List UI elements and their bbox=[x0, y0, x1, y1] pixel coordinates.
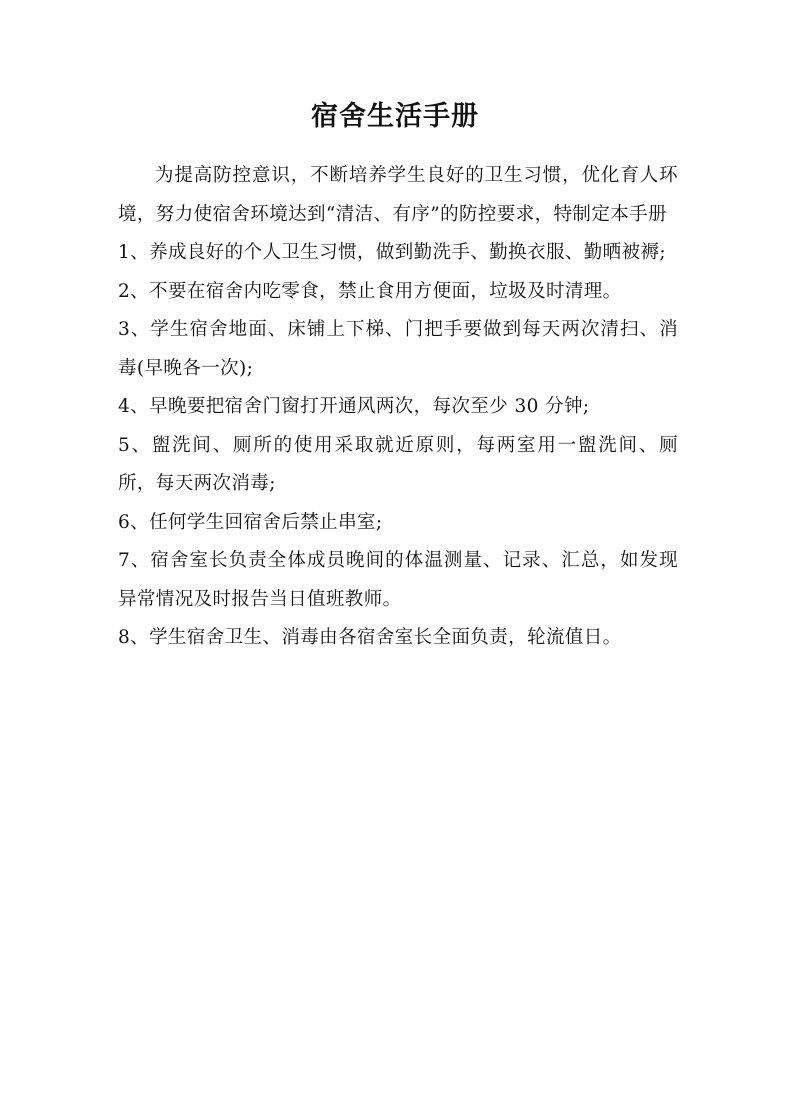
rule-item-3: 3、学生宿舍地面、床铺上下梯、门把手要做到每天两次清扫、消毒(早晚各一次); bbox=[118, 319, 678, 379]
intro-paragraph: 为提高防控意识，不断培养学生良好的卫生习惯，优化育人环境，努力使宿舍环境达到“清洁、有序”的防控要求，特制定本手册 bbox=[118, 165, 678, 225]
rule-item-8: 8、学生宿舍卫生、消毒由各宿舍室长全面负责，轮流值日。 bbox=[118, 627, 622, 648]
rule-item-7: 7、宿舍室长负责全体成员晚间的体温测量、记录、汇总，如发现异常情况及时报告当日值班教师。 bbox=[118, 550, 678, 610]
document-title: 宿舍生活手册 bbox=[311, 101, 479, 132]
rule-item-6: 6、任何学生回宿舍后禁止串室; bbox=[118, 511, 383, 533]
rule-item-1: 1、养成良好的个人卫生习惯，做到勤洗手、勤换衣服、勤晒被褥; bbox=[118, 242, 667, 263]
rule-item-4: 4、早晚要把宿舍门窗打开通风两次，每次至少 30 分钟; bbox=[118, 396, 590, 417]
document-body bbox=[118, 157, 678, 658]
rule-item-5: 5、盥洗间、厕所的使用采取就近原则，每两室用一盥洗间、厕所，每天两次消毒; bbox=[118, 434, 678, 494]
rule-item-2: 2、不要在宿舍内吃零食，禁止食用方便面，垃圾及时清理。 bbox=[118, 280, 622, 302]
